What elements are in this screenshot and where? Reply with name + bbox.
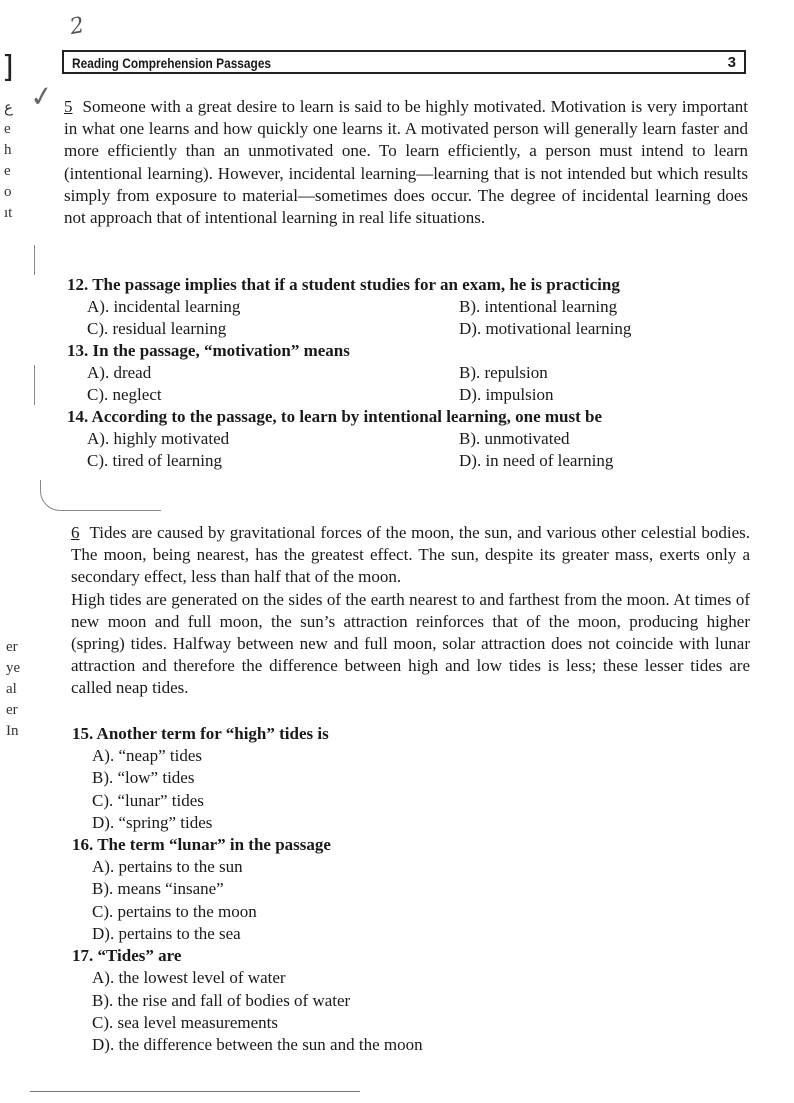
margin-fragments-lower xyxy=(6,637,20,742)
margin-pen-stroke xyxy=(34,365,35,405)
answer-option: A). incidental learning xyxy=(87,297,241,316)
margin-fragment: al xyxy=(6,681,17,697)
answer-option: A). the lowest level of water xyxy=(92,968,286,988)
question-stem: 13. In the passage, “motivation” means xyxy=(67,341,350,360)
answer-option: C). residual learning xyxy=(87,319,227,338)
answer-option: C). sea level measurements xyxy=(92,1012,278,1032)
answer-option: A). dread xyxy=(87,363,152,382)
margin-fragment: ye xyxy=(6,660,21,676)
handwritten-page-mark: 2 xyxy=(67,12,87,41)
header-title: Reading Comprehension Passages xyxy=(72,55,272,71)
margin-fragment: er xyxy=(6,702,18,718)
answer-option: C). tired of learning xyxy=(87,451,223,470)
passage-text: High tides are generated on the sides of the earth nearest to and farthest from the moon. At times of new moon and full moon, the sun’s attraction reinforces that of the moon, producing higher (spring) tides. Halfway between new and full moon, solar attraction does not coincide with lunar attraction and therefore the difference between high and low tides is less; these lesser tides are called neap tides. xyxy=(71,589,750,698)
margin-fragment: ع xyxy=(4,100,13,116)
answer-option: B). unmotivated xyxy=(459,429,570,448)
margin-fragment: In xyxy=(6,723,19,739)
option-grid xyxy=(67,362,727,406)
question-stem: 12. The passage implies that if a student studies for an exam, he is practicing xyxy=(67,275,620,294)
answer-option: C). “lunar” tides xyxy=(92,790,204,810)
answer-option: A). “neap” tides xyxy=(92,746,202,765)
answer-option: D). the difference between the sun and the moon xyxy=(92,1035,423,1055)
answer-option: D). pertains to the sea xyxy=(92,924,241,944)
passage-number: 6 xyxy=(71,523,80,542)
answer-option: A). highly motivated xyxy=(87,429,230,448)
running-header xyxy=(62,50,746,74)
passage-text: Someone with a great desire to learn is said to be highly motivated. Motivation is very important in what one learns and how quickly one learns it. A motivated person will generally learn faster and more efficiently than an unmotivated one. To learn efficiently, a person must intend to learn (intentional learning). However, incidental learning—learning that is not intended but which results simply from exposure to material—sometimes does occur. The degree of incidental learning does not approach that of intentional learning in real life situations. xyxy=(64,97,748,228)
option-grid xyxy=(67,428,727,472)
answer-option: D). in need of learning xyxy=(459,451,614,470)
answer-option: D). “spring” tides xyxy=(92,812,213,832)
scan-edge-bracket: ] xyxy=(2,50,14,85)
answer-option: B). repulsion xyxy=(459,363,548,382)
answer-option: D). impulsion xyxy=(459,385,554,404)
passage-5 xyxy=(64,96,748,229)
passage-text: Tides are caused by gravitational forces of the moon, the sun, and various other celestial bodies. The moon, being nearest, has the greatest effect. The sun, despite its greater mass, exerts only a secondary effect, less than half that of the moon. xyxy=(71,523,750,587)
margin-fragment: o xyxy=(4,184,12,200)
option-grid xyxy=(67,296,727,340)
answer-option: B). intentional learning xyxy=(459,297,618,316)
passage-number: 5 xyxy=(64,97,73,116)
answer-option: B). “low” tides xyxy=(92,768,195,788)
option-list xyxy=(72,967,572,1056)
checkmark-icon: ✓ xyxy=(27,78,56,115)
passage-6 xyxy=(71,522,750,700)
margin-fragments-upper xyxy=(4,98,13,224)
answer-option: C). pertains to the moon xyxy=(92,901,257,921)
margin-pen-curve xyxy=(40,480,161,511)
question-set-1 xyxy=(67,274,727,472)
answer-option: D). motivational learning xyxy=(459,319,632,338)
bottom-rule xyxy=(30,1091,360,1092)
question-stem: 14. According to the passage, to learn by intentional learning, one must be xyxy=(67,407,603,426)
answer-option: B). means “insane” xyxy=(92,879,224,899)
option-list xyxy=(72,745,572,834)
page-number: 3 xyxy=(727,54,736,71)
option-list xyxy=(72,856,572,945)
question-stem: 17. “Tides” are xyxy=(72,946,182,966)
margin-fragment: h xyxy=(4,142,12,158)
question-set-2 xyxy=(72,723,572,1057)
answer-option: B). the rise and fall of bodies of water xyxy=(92,990,351,1010)
margin-fragment: er xyxy=(6,639,18,655)
question-stem: 16. The term “lunar” in the passage xyxy=(72,835,331,855)
answer-option: C). neglect xyxy=(87,385,162,404)
margin-fragment: ıt xyxy=(4,205,13,221)
question-stem: 15. Another term for “high” tides is xyxy=(72,724,329,743)
answer-option: A). pertains to the sun xyxy=(92,857,243,877)
margin-fragment: e xyxy=(4,163,11,179)
margin-fragment: e xyxy=(4,121,11,137)
margin-pen-stroke xyxy=(34,245,35,275)
